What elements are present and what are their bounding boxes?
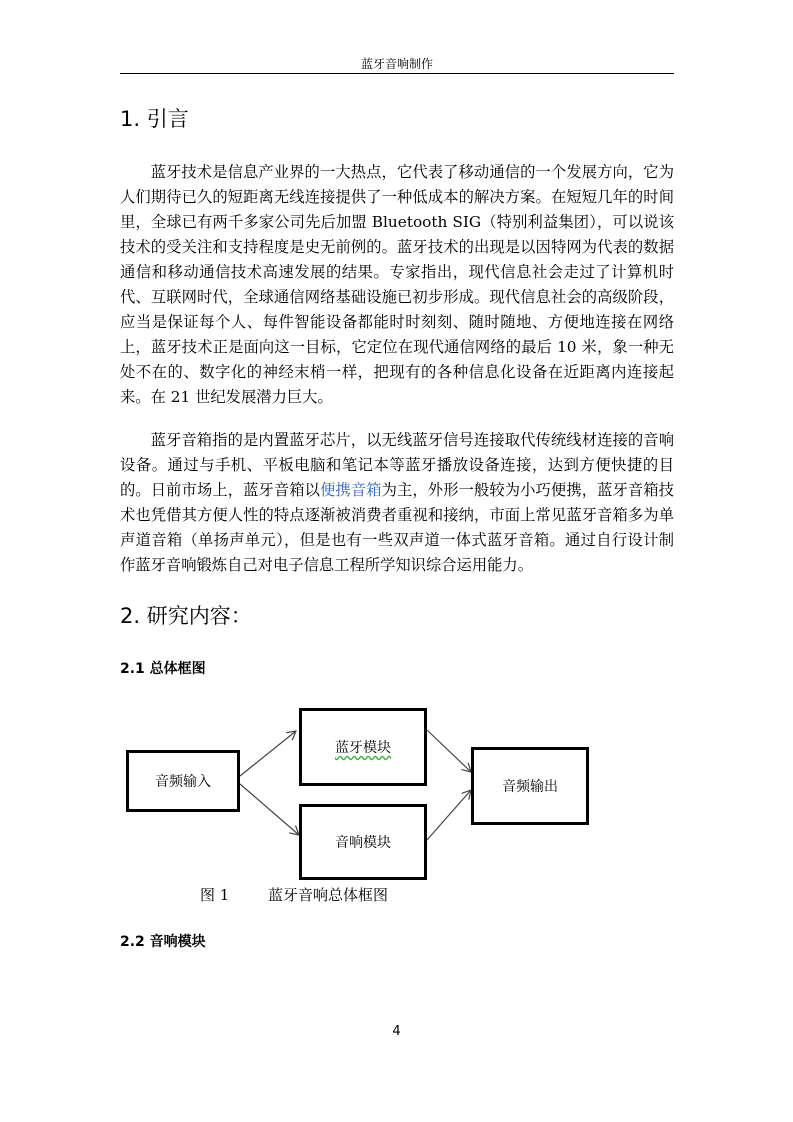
arrow-input-to-audio — [240, 784, 299, 835]
arrow-input-to-bluetooth — [240, 731, 296, 776]
node-audio-output-label: 音频输出 — [502, 779, 558, 795]
paragraph-text-before-link: 蓝牙音箱指的是内置蓝牙芯片，以无线蓝牙信号连接取代传统线材连接的音响设备。通过与手机、平板电脑和笔记本等蓝牙播放设备连接，达到方便快捷的目的。日前市场上，蓝牙音箱以 — [120, 431, 674, 499]
page-number: 4 — [392, 1024, 401, 1039]
node-audio-module — [299, 804, 427, 880]
node-bluetooth-module-label: 蓝牙模块 — [335, 740, 391, 756]
node-audio-module-label: 音响模块 — [335, 835, 391, 851]
node-bluetooth-module — [299, 708, 427, 786]
arrow-bluetooth-to-output — [427, 730, 471, 772]
section-heading-introduction: 1. 引言 — [120, 107, 189, 131]
paragraph-bluetooth-technology: 蓝牙技术是信息产业界的一大热点，它代表了移动通信的一个发展方向，它为人们期待已久的短距离无线连接提供了一种低成本的解决方案。在短短几年的时间里，全球已有两千多家公司先后加盟 Bluetooth SIG（特别利益集团），可以说该技术的受关注和支持程度是史无前例的。蓝牙技术的出现是以因特网为代表的数据通信和移动通信技术高速发展的结果。专家指出，现代信息社会走过了计算机时代、互联网时代，全球通信网络基础设施已初步形成。现代信息社会的高级阶段，应当是保证每个人、每件智能设备都能时时刻刻、随时随地、方便地连接在网络上，蓝牙技术正是面向这一目标，它定位在现代通信网络的最后 10 米，象一种无处不在的、数字化的神经末梢一样，把现有的各种信息化设备在近距离内连接起来。在 21 世纪发展潜力巨大。 — [120, 163, 674, 406]
figure-caption: 蓝牙音响总体框图 — [268, 886, 389, 904]
paragraph-text-after-link: 为主，外形一般较为小巧便携，蓝牙音箱技术也凭借其方便人性的特点逐渐被消费者重视和接纳，市面上常见蓝牙音箱多为单声道音箱（单扬声单元），但是也有一些双声道一体式蓝牙音箱。通过自行设计制作蓝牙音响锻炼自己对电子信息工程所学知识综合运用能力。 — [120, 481, 674, 574]
portable-speaker-link[interactable]: 便携音箱 — [320, 481, 382, 499]
subsection-heading-block-diagram: 2.1 总体框图 — [120, 661, 206, 677]
node-audio-input — [126, 750, 240, 812]
running-header: 蓝牙音响制作 — [360, 57, 433, 71]
header-divider — [120, 73, 674, 74]
node-audio-output — [471, 747, 589, 825]
figure-number: 图 1 — [200, 886, 230, 904]
node-audio-input-label: 音频输入 — [155, 774, 211, 790]
paragraph-bluetooth-speaker — [120, 428, 674, 578]
subsection-heading-audio-module: 2.2 音响模块 — [120, 934, 206, 950]
section-heading-research-content: 2. 研究内容： — [120, 604, 252, 628]
arrow-audio-to-output — [427, 790, 471, 840]
block-diagram — [120, 700, 600, 860]
